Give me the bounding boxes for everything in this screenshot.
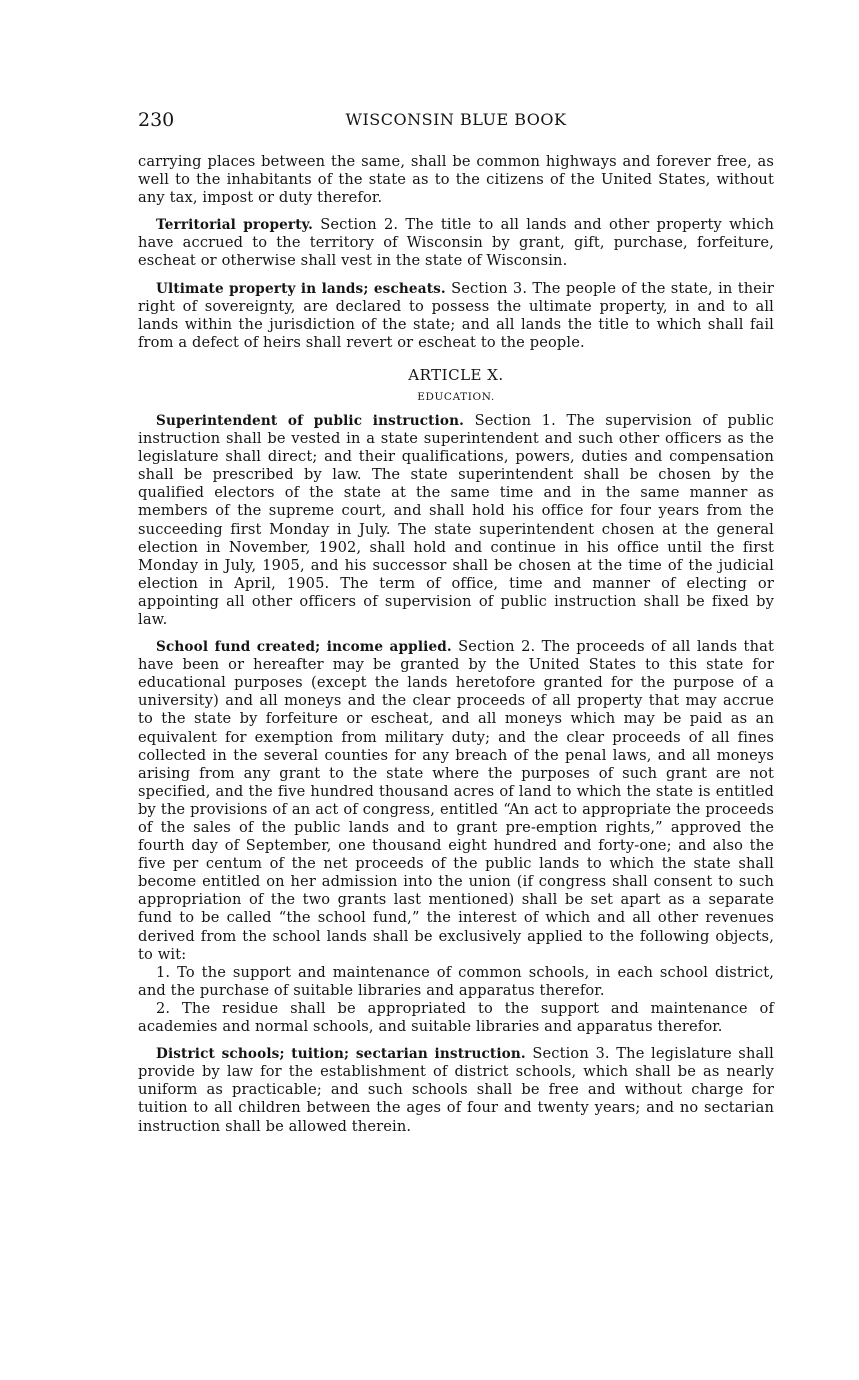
page-number: 230 <box>138 109 175 131</box>
ultimate-property-heading: Ultimate property in lands; escheats. <box>156 280 446 297</box>
page-body <box>138 108 774 1145</box>
school-fund-item-2: 2. The residue shall be appropriated to the support and maintenance of academies and normal schools, and suitable libraries and apparatus therefor. <box>138 999 774 1036</box>
superintendent-paragraph <box>138 412 774 629</box>
school-fund-paragraph <box>138 638 774 964</box>
school-fund-item-1: 1. To the support and maintenance of common schools, in each school district, and the purchase of suitable libraries and apparatus therefor. <box>138 963 774 999</box>
book-title: WISCONSIN BLUE BOOK <box>345 110 567 129</box>
article-subtitle: EDUCATION. <box>417 390 495 403</box>
school-fund-text: Section 2. The proceeds of all lands that have been or hereafter may be granted by the United States to this state for educational purposes (except the lands heretofore granted for the purpose of a university) and all moneys and the clear proceeds of all property that may accrue to the state by forfeiture or escheat, and all moneys which may be paid as an equivalent for exemption from military duty; and the clear proceeds of all fines collected in the several counties for any breach of the penal laws, and all moneys arising from any grant to the state where the purposes of such grant are not specified, and the five hundred thousand acres of land to which the state is entitled by the provisions of an act of congress, entitled “An act to appropriate the proceeds of the sales of the public lands and to grant pre-emption rights,” approved the fourth day of September, one thousand eight hundred and forty-one; and also the five per centum of the net proceeds of the public lands to which the state shall become entitled on her admission into the union (if congress shall consent to such appropriation of the two grants last mentioned) shall be set apart as a separate fund to be called “the school fund,” the interest of which and all other revenues derived from the school lands shall be exclusively applied to the following objects, to wit: <box>138 638 774 963</box>
territorial-property-paragraph <box>138 216 774 270</box>
district-schools-paragraph <box>138 1045 774 1135</box>
territorial-property-heading: Territorial property. <box>156 217 314 234</box>
district-schools-text: Section 3. The legislature shall provide by law for the establishment of district schools, which shall be as nearly uniform as practicable; and such schools shall be free and without charge for tuition to all children between the ages of four and twenty years; and no sectarian instruction shall be allowed therein. <box>138 1045 774 1135</box>
article-title: ARTICLE X. <box>408 365 504 384</box>
ultimate-property-paragraph <box>138 280 774 352</box>
ultimate-property-text: Section 3. The people of the state, in their right of sovereignty, are declared to possess the ultimate property, in and to all lands within the jurisdiction of the state; and all lands the title to which shall fail from a defect of heirs shall revert or escheat to the people. <box>138 279 774 351</box>
superintendent-text: Section 1. The supervision of public instruction shall be vested in a state superintendent and such other officers as the legislature shall direct; and their qualifications, powers, duties and compensation shall be prescribed by law. The state superintendent shall be chosen by the qualified electors of the state at the same time and in the same manner as members of the supreme court, and shall hold his office for four years from the succeeding first Monday in July. The state superintendent chosen at the general election in November, 1902, shall hold and continue in his office until the first Monday in July, 1905, and his successor shall be chosen at the time of the judicial election in April, 1905. The term of office, time and manner of electing or appointing all other officers of supervision of public instruction shall be fixed by law. <box>138 411 774 628</box>
running-head <box>138 108 774 132</box>
continued-text: carrying places between the same, shall be common highways and forever free, as well to the inhabitants of the state as to the citizens of the United States, without any tax, impost or duty therefor. <box>138 153 774 207</box>
school-fund-heading: School fund created; income applied. <box>156 639 452 656</box>
district-schools-heading: District schools; tuition; sectarian instruction. <box>156 1046 526 1063</box>
superintendent-heading: Superintendent of public instruction. <box>156 412 465 429</box>
territorial-property-text: Section 2. The title to all lands and other property which have accrued to the territory of Wisconsin by grant, gift, purchase, forfeiture, escheat or otherwise shall vest in the state of Wisconsin. <box>138 216 774 270</box>
continued-paragraph <box>138 153 774 207</box>
